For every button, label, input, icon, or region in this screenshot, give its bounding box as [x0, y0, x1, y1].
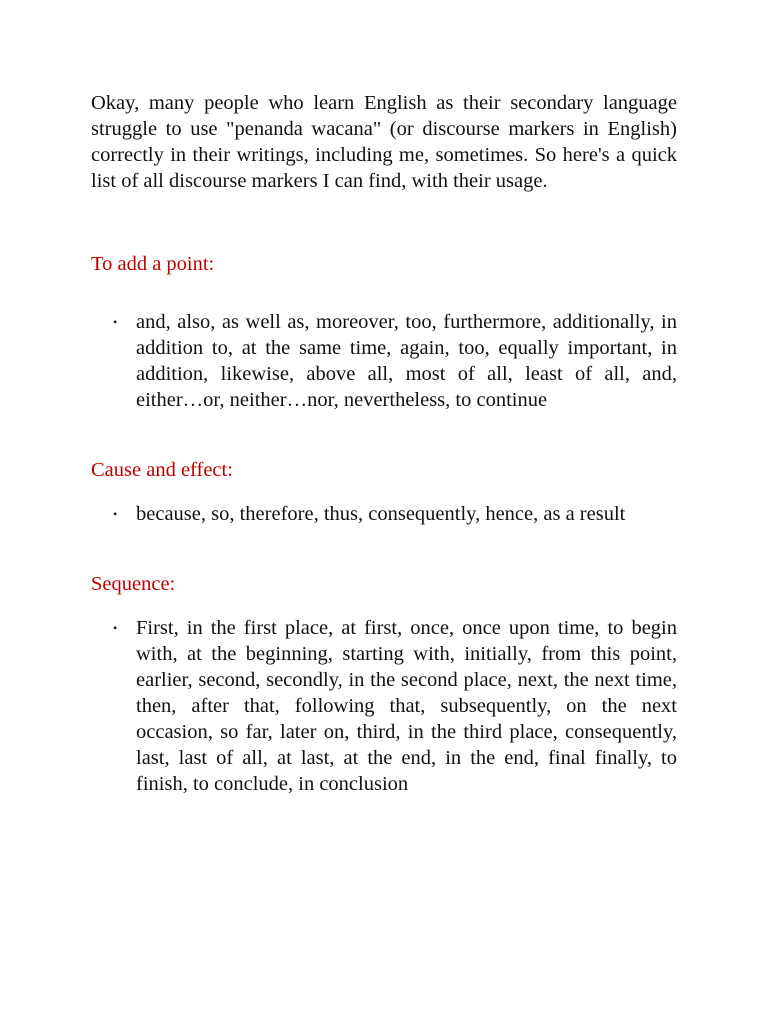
list-item-text: and, also, as well as, moreover, too, furthermore, additionally, in addition to, at the same time, again, too, equally important, in addition, likewise, above all, most of all, least of all, and, either…or, neither…nor, nevertheless, to continue [136, 311, 677, 411]
section-heading-add-point: To add a point: [91, 253, 215, 275]
list-item-text: First, in the first place, at first, once, once upon time, to begin with, at the beginning, starting with, initially, from this point, earlier, second, secondly, in the second place, next, the next time, then, after that, following that, subsequently, on the next occasion, so far, later on, third, in the third place, consequently, last, last of all, at last, at the end, in the end, final finally, to finish, to conclude, in conclusion [136, 617, 677, 795]
section-heading-cause-effect: Cause and effect: [91, 459, 233, 481]
cause-effect-list [91, 501, 677, 527]
document-page [91, 90, 677, 797]
list-item [91, 501, 677, 527]
section-heading-sequence: Sequence: [91, 573, 176, 595]
add-point-list [91, 309, 677, 413]
list-item [91, 615, 677, 797]
list-item [91, 309, 677, 413]
bullet-icon: • [113, 621, 118, 635]
bullet-icon: • [113, 507, 118, 521]
sequence-list [91, 615, 677, 797]
intro-paragraph: Okay, many people who learn English as their secondary language struggle to use "penanda wacana" (or discourse markers in English) correctly in their writings, including me, sometimes. So here's a quick list of all discourse markers I can find, with their usage. [91, 92, 677, 192]
bullet-icon: • [113, 315, 118, 329]
list-item-text: because, so, therefore, thus, consequently, hence, as a result [136, 503, 626, 525]
